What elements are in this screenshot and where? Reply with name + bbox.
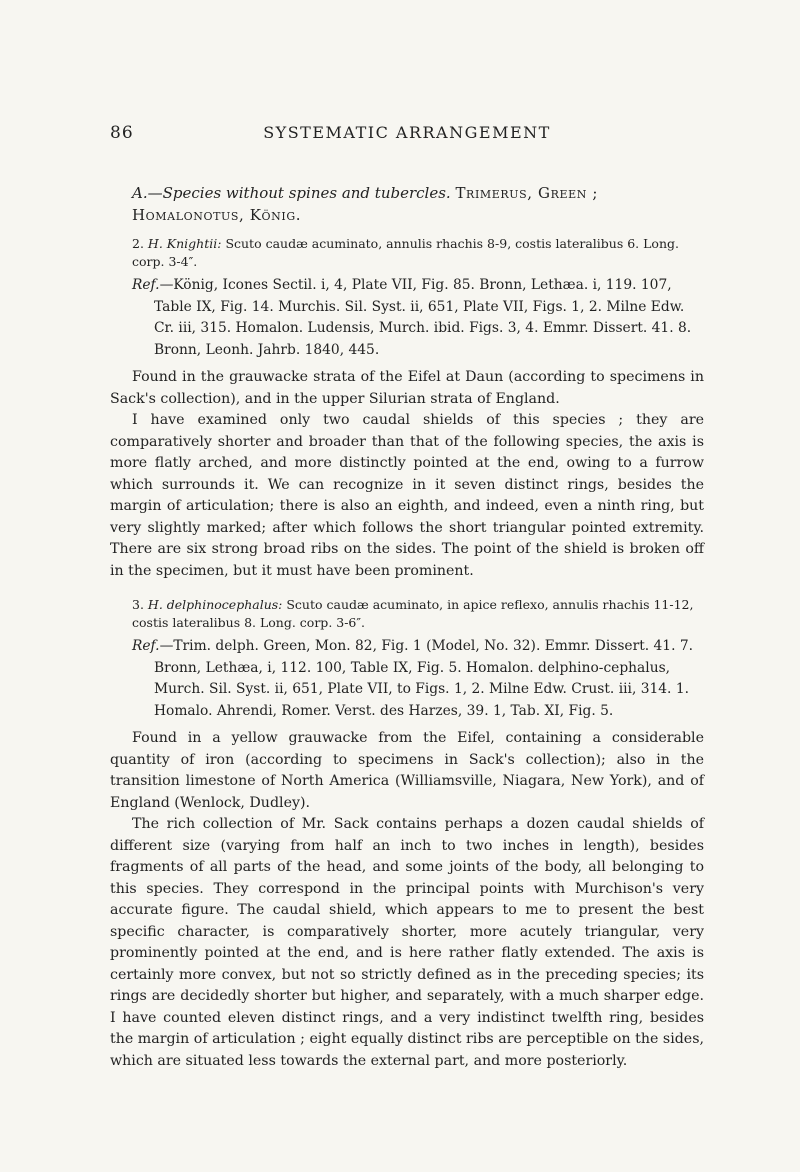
page-number: 86 xyxy=(110,123,134,143)
section-title: —Species without spines and tubercles. xyxy=(147,184,451,202)
paragraph: Found in the grauwacke strata of the Eifel at Daun (according to specimens in Sack's collection), and in the upper Silurian strata of England. xyxy=(110,369,704,407)
ref-label: Ref. xyxy=(132,638,160,654)
ref-list: —König, Icones Sectil. i, 4, Plate VII, Fig. 85. Bronn, Lethæa. i, 119. 107, Table IX, Fig. 14. Murchis. Sil. Syst. ii, 651, Plate VII, Figs. 1, 2. Milne Edw. Cr. iii, 315. Homalon. Ludensis, Murch. ibid. Figs. 3, 4. Emmr. Dissert. 41. 8. Bronn, Leonh. Jahrb. 1840, 445. xyxy=(154,277,692,358)
species-diagnosis: Scuto caudæ acuminato, in apice reflexo, annulis rhachis 11-12, costis lateralibus 8. Long. corp. 3-6″. xyxy=(132,597,694,630)
species-diagnosis: Scuto caudæ acuminato, annulis rhachis 8-9, costis lateralibus 6. Long. corp. 3-4″. xyxy=(132,236,679,269)
species-2-diagnosis xyxy=(132,235,704,271)
species-name: H. delphinocephalus: xyxy=(147,597,283,612)
paragraph: Found in a yellow grauwacke from the Eifel, containing a considerable quantity of iron (according to specimens in Sack's collection); also in the transition limestone of North America (Williamsville, Niagara, New York), and of England (Wenlock, Dudley). xyxy=(110,730,704,811)
species-name: H. Knightii: xyxy=(147,236,222,251)
species-2-references xyxy=(132,275,704,361)
page-body xyxy=(110,183,704,1072)
species-number: 2. xyxy=(132,236,144,251)
ref-label: Ref. xyxy=(132,277,160,293)
paragraph: The rich collection of Mr. Sack contains perhaps a dozen caudal shields of different size (varying from half an inch to two inches in length), besides fragments of all parts of the head, and some joints of the body, all belonging to this species. They correspond in the principal points with Murchison's very accurate figure. The caudal shield, which appears to me to present the best specific character, is comparatively shorter, more acutely triangular, very prominently pointed at the end, and is here rather flatly extended. The axis is certainly more convex, but not so strictly defined as in the preceding species; its rings are decidedly shorter but higher, and separately, with a much sharper edge. I have counted eleven distinct rings, and a very indistinct twelfth ring, besides the margin of articulation ; eight equally distinct ribs are perceptible on the sides, which are situated less towards the external part, and more posteriorly. xyxy=(110,816,704,1069)
paragraph: I have examined only two caudal shields of this species ; they are comparatively shorter and broader than that of the following species, the axis is more flatly arched, and more distinctly pointed at the end, owing to a furrow which surrounds it. We can recognize in it seven distinct rings, besides the margin of articulation; there is also an eighth, and indeed, even a ninth ring, but very slightly marked; after which follows the short triangular pointed extremity. There are six strong broad ribs on the sides. The point of the shield is broken off in the specimen, but it must have been prominent. xyxy=(110,412,704,579)
section-genera: Trimerus, Green ; Homalonotus, König. xyxy=(132,184,598,224)
species-3-diagnosis xyxy=(132,596,704,632)
ref-list: —Trim. delph. Green, Mon. 82, Fig. 1 (Model, No. 32). Emmr. Dissert. 41. 7. Bronn, Lethæa, i, 112. 100, Table IX, Fig. 5. Homalon. delphino-cephalus, Murch. Sil. Syst. ii, 651, Plate VII, to Figs. 1, 2. Milne Edw. Crust. iii, 314. 1. Homalo. Ahrendi, Romer. Verst. des Harzes, 39. 1, Tab. XI, Fig. 5. xyxy=(154,638,693,719)
running-head: SYSTEMATIC ARRANGEMENT xyxy=(263,123,551,142)
species-3-references xyxy=(132,636,704,722)
section-label: A. xyxy=(132,184,148,202)
section-heading xyxy=(132,183,704,226)
page-header xyxy=(110,123,704,147)
species-number: 3. xyxy=(132,597,144,612)
